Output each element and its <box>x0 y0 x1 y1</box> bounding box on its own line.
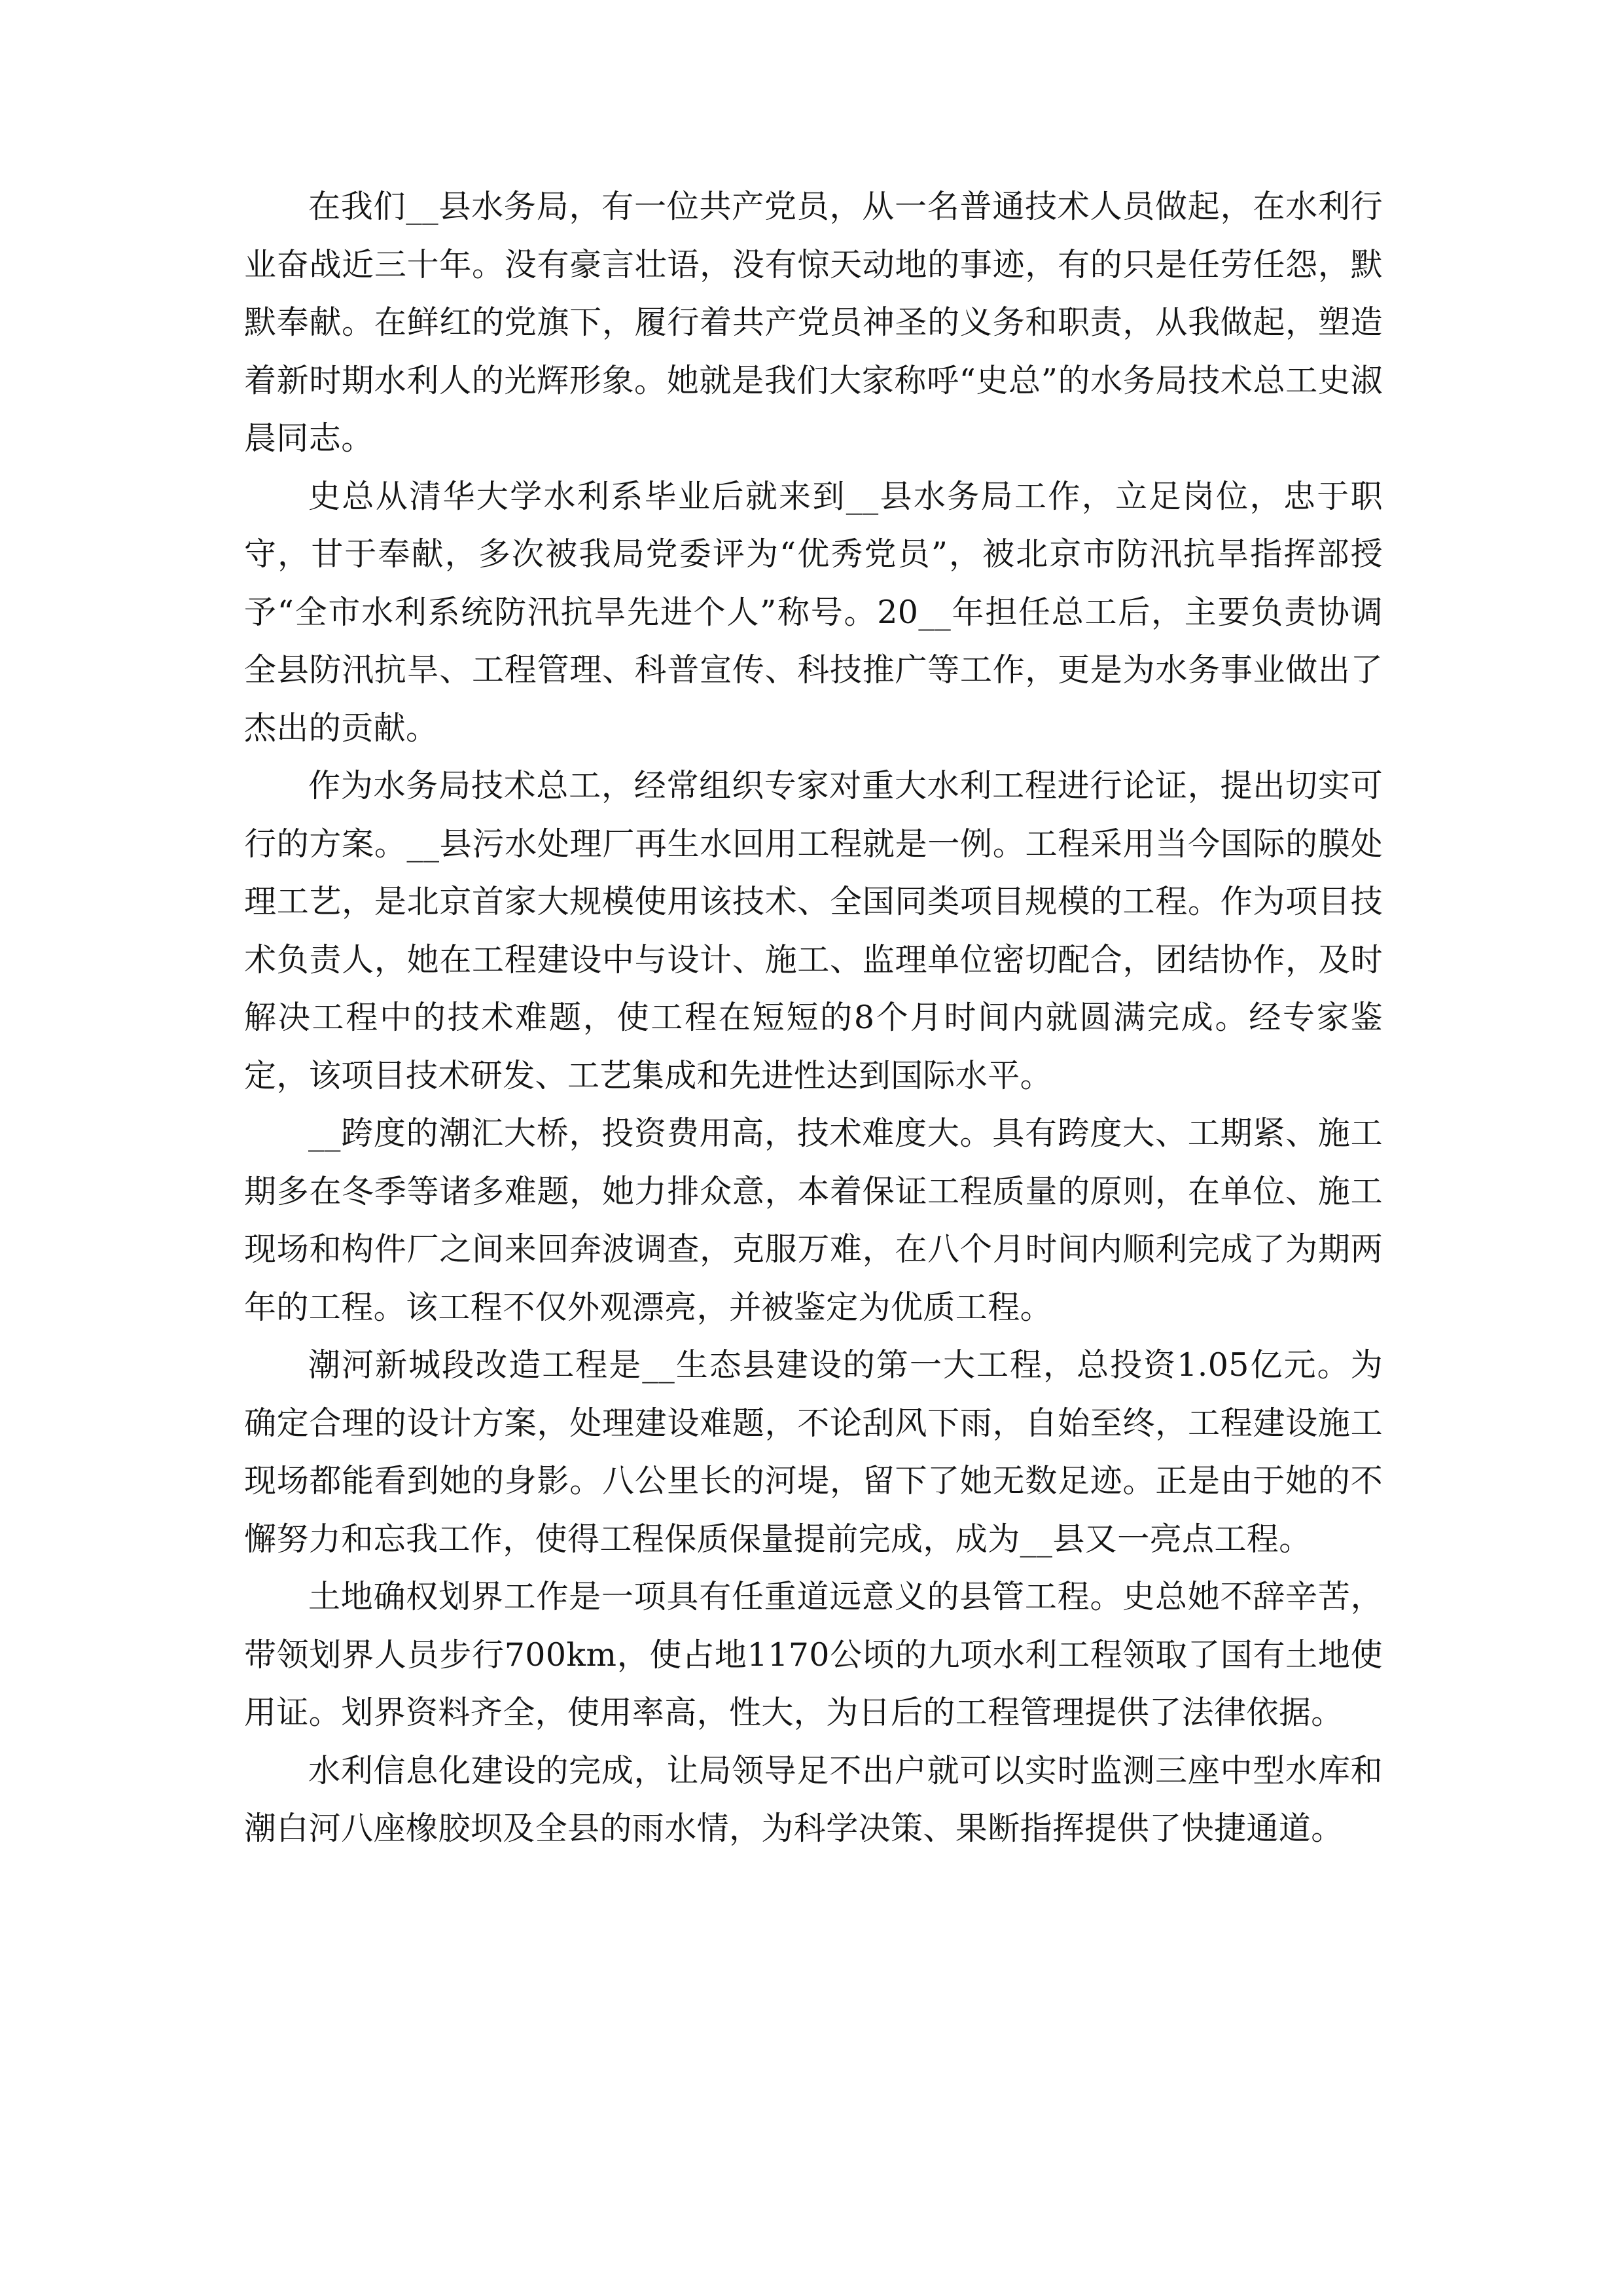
paragraph-career: 史总从清华大学水利系毕业后就来到__县水务局工作，立足岗位，忠于职守，甘于奉献，多次被我局党委评为“优秀党员”，被北京市防汛抗旱指挥部授予“全市水利系统防汛抗旱先进个人”称号。20__年担任总工后，主要负责协调全县防汛抗旱、工程管理、科普宣传、科技推广等工作，更是为水务事业做出了杰出的贡献。 <box>244 477 1383 747</box>
document-body <box>244 178 1383 1858</box>
paragraph-intro: 在我们__县水务局，有一位共产党员，从一名普通技术人员做起，在水利行业奋战近三十年。没有豪言壮语，没有惊天动地的事迹，有的只是任劳任怨，默默奉献。在鲜红的党旗下，履行着共产党员神圣的义务和职责，从我做起，塑造着新时期水利人的光辉形象。她就是我们大家称呼“史总”的水务局技术总工史淑晨同志。 <box>244 188 1383 457</box>
paragraph-bridge-project: __跨度的潮汇大桥，投资费用高，技术难度大。具有跨度大、工期紧、施工期多在冬季等诸多难题，她力排众意，本着保证工程质量的原则，在单位、施工现场和构件厂之间来回奔波调查，克服万难，在八个月时间内顺利完成了为期两年的工程。该工程不仅外观漂亮，并被鉴定为优质工程。 <box>244 1115 1383 1326</box>
paragraph-informatization: 水利信息化建设的完成，让局领导足不出户就可以实时监测三座中型水库和潮白河八座橡胶坝及全县的雨水情，为科学决策、果断指挥提供了快捷通道。 <box>244 1751 1383 1847</box>
paragraph-water-reuse-project: 作为水务局技术总工，经常组织专家对重大水利工程进行论证，提出切实可行的方案。__县污水处理厂再生水回用工程就是一例。工程采用当今国际的膜处理工艺，是北京首家大规模使用该技术、全国同类项目规模的工程。作为项目技术负责人，她在工程建设中与设计、施工、监理单位密切配合，团结协作，及时解决工程中的技术难题，使工程在短短的8个月时间内就圆满完成。经专家鉴定，该项目技术研发、工艺集成和先进性达到国际水平。 <box>244 767 1383 1094</box>
paragraph-river-renovation: 潮河新城段改造工程是__生态县建设的第一大工程，总投资1.05亿元。为确定合理的设计方案，处理建设难题，不论刮风下雨，自始至终，工程建设施工现场都能看到她的身影。八公里长的河堤，留下了她无数足迹。正是由于她的不懈努力和忘我工作，使得工程保质保量提前完成，成为__县又一亮点工程。 <box>244 1346 1383 1558</box>
paragraph-land-demarcation: 土地确权划界工作是一项具有任重道远意义的县管工程。史总她不辞辛苦，带领划界人员步行700km，使占地1170公顷的九项水利工程领取了国有土地使用证。划界资料齐全，使用率高，性大，为日后的工程管理提供了法律依据。 <box>244 1578 1383 1731</box>
